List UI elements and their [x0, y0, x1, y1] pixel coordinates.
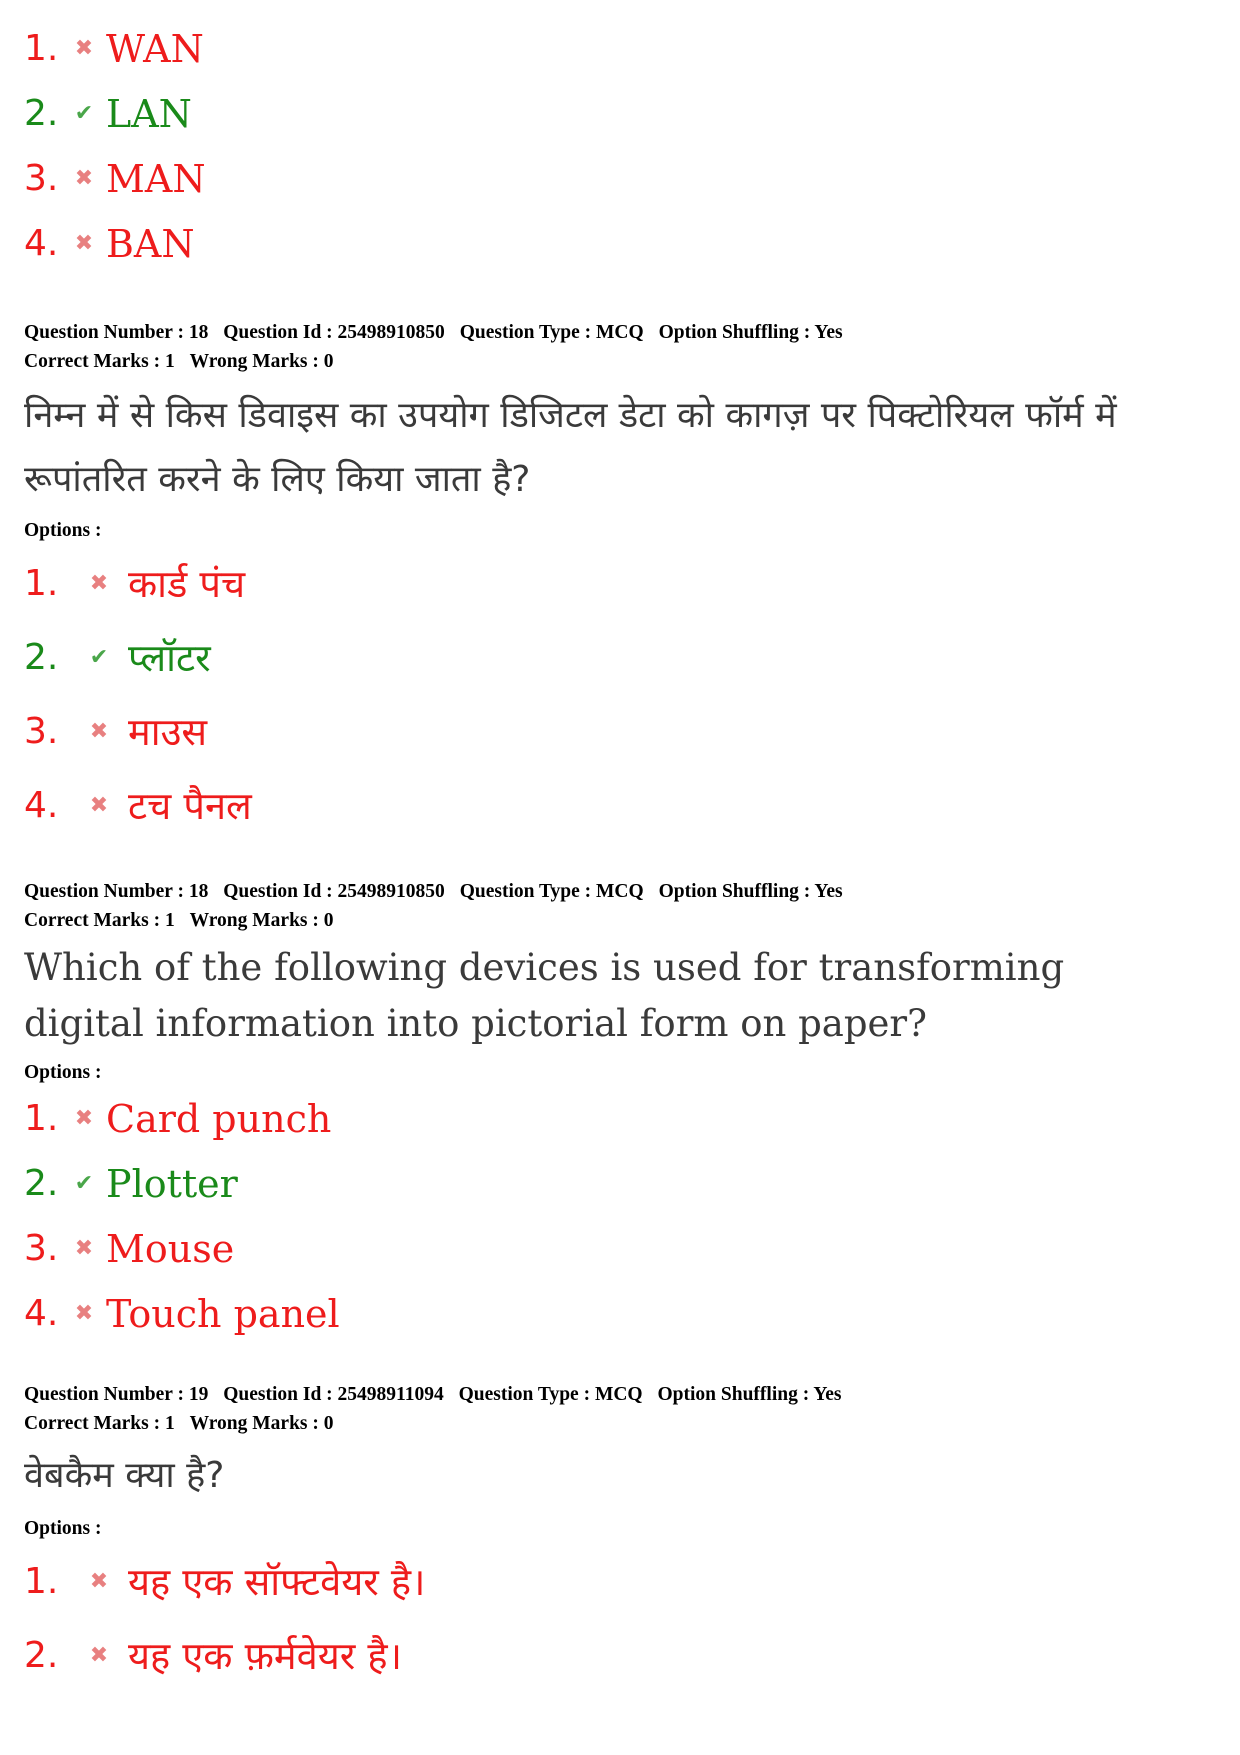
question-text: निम्न में से किस डिवाइस का उपयोग डिजिटल डेटा को कागज़ पर पिक्टोरियल फॉर्म में रूपांतरित करने के लिए किया जाता है? [24, 395, 1117, 500]
options-label: Options : [24, 520, 102, 541]
option-text: MAN [106, 156, 206, 201]
option-shuffling: Option Shuffling : Yes [658, 881, 843, 902]
question-number: Question Number : 18 [24, 881, 209, 902]
option-number: 3. [24, 1228, 59, 1269]
options-label: Options : [24, 1518, 102, 1539]
cross-icon: ✖ [74, 1301, 94, 1326]
option-number: 4. [24, 223, 59, 264]
option-text: LAN [106, 91, 192, 136]
cross-icon: ✖ [89, 718, 109, 744]
option-text: BAN [106, 221, 195, 266]
question-id: Question Id : 25498911094 [223, 1384, 444, 1405]
question-type: Question Type : MCQ [459, 322, 644, 343]
option-number: 1. [24, 1098, 59, 1139]
option-3 [24, 1216, 340, 1281]
question-number: Question Number : 19 [24, 1384, 209, 1405]
option-text: टच पैनल [128, 784, 252, 828]
question-id: Question Id : 25498910850 [223, 322, 445, 343]
option-1 [24, 1544, 425, 1618]
option-2 [24, 1618, 425, 1692]
wrong-marks: Wrong Marks : 0 [189, 351, 334, 372]
option-number: 1. [24, 1560, 59, 1602]
correct-marks: Correct Marks : 1 [24, 1413, 175, 1434]
question-options [24, 546, 252, 842]
option-text: प्लॉटर [128, 636, 211, 680]
option-4 [24, 211, 206, 276]
question-options [24, 1086, 340, 1346]
option-shuffling: Option Shuffling : Yes [658, 322, 843, 343]
cross-icon: ✖ [74, 166, 94, 191]
option-number: 2. [24, 1634, 59, 1676]
wrong-marks: Wrong Marks : 0 [189, 910, 334, 931]
option-4 [24, 1281, 340, 1346]
option-text: Touch panel [106, 1291, 340, 1336]
option-1 [24, 546, 252, 620]
option-2 [24, 81, 206, 146]
option-number: 2. [24, 1163, 59, 1204]
option-number: 2. [24, 93, 59, 134]
option-number: 3. [24, 710, 59, 752]
option-text: माउस [128, 710, 208, 754]
wrong-marks: Wrong Marks : 0 [189, 1413, 334, 1434]
option-3 [24, 694, 252, 768]
question-options [24, 1544, 425, 1692]
options-label: Options : [24, 1062, 102, 1083]
question-text: वेबकैम क्या है? [24, 1455, 225, 1496]
check-icon: ✔ [89, 644, 109, 670]
option-text: Card punch [106, 1096, 332, 1141]
question-text: Which of the following devices is used for transforming digital information into pictorial form on paper? [24, 946, 1065, 1045]
option-1 [24, 1086, 340, 1151]
question-id: Question Id : 25498910850 [223, 881, 445, 902]
option-3 [24, 146, 206, 211]
option-1 [24, 16, 206, 81]
cross-icon: ✖ [74, 1106, 94, 1131]
option-number: 1. [24, 562, 59, 604]
option-number: 3. [24, 158, 59, 199]
cross-icon: ✖ [74, 1236, 94, 1261]
question-type: Question Type : MCQ [458, 1384, 643, 1405]
option-text: Plotter [106, 1161, 238, 1206]
option-text: यह एक सॉफ्टवेयर है। [128, 1560, 426, 1604]
option-2 [24, 1151, 340, 1216]
cross-icon: ✖ [89, 1568, 109, 1594]
question-number: Question Number : 18 [24, 322, 209, 343]
question-meta [24, 877, 843, 935]
correct-marks: Correct Marks : 1 [24, 351, 175, 372]
cross-icon: ✖ [74, 231, 94, 256]
option-number: 2. [24, 636, 59, 678]
cross-icon: ✖ [89, 570, 109, 596]
cross-icon: ✖ [89, 792, 109, 818]
cross-icon: ✖ [89, 1642, 109, 1668]
cross-icon: ✖ [74, 36, 94, 61]
prev-question-options [24, 16, 206, 276]
option-number: 1. [24, 28, 59, 69]
question-meta [24, 1380, 842, 1438]
option-text: WAN [106, 26, 204, 71]
check-icon: ✔ [74, 101, 94, 126]
option-shuffling: Option Shuffling : Yes [657, 1384, 842, 1405]
option-text: यह एक फ़र्मवेयर है। [128, 1634, 402, 1678]
option-4 [24, 768, 252, 842]
option-2 [24, 620, 252, 694]
option-text: Mouse [106, 1226, 235, 1271]
correct-marks: Correct Marks : 1 [24, 910, 175, 931]
option-text: कार्ड पंच [128, 562, 246, 606]
question-meta [24, 318, 843, 376]
option-number: 4. [24, 784, 59, 826]
check-icon: ✔ [74, 1171, 94, 1196]
question-type: Question Type : MCQ [459, 881, 644, 902]
option-number: 4. [24, 1293, 59, 1334]
